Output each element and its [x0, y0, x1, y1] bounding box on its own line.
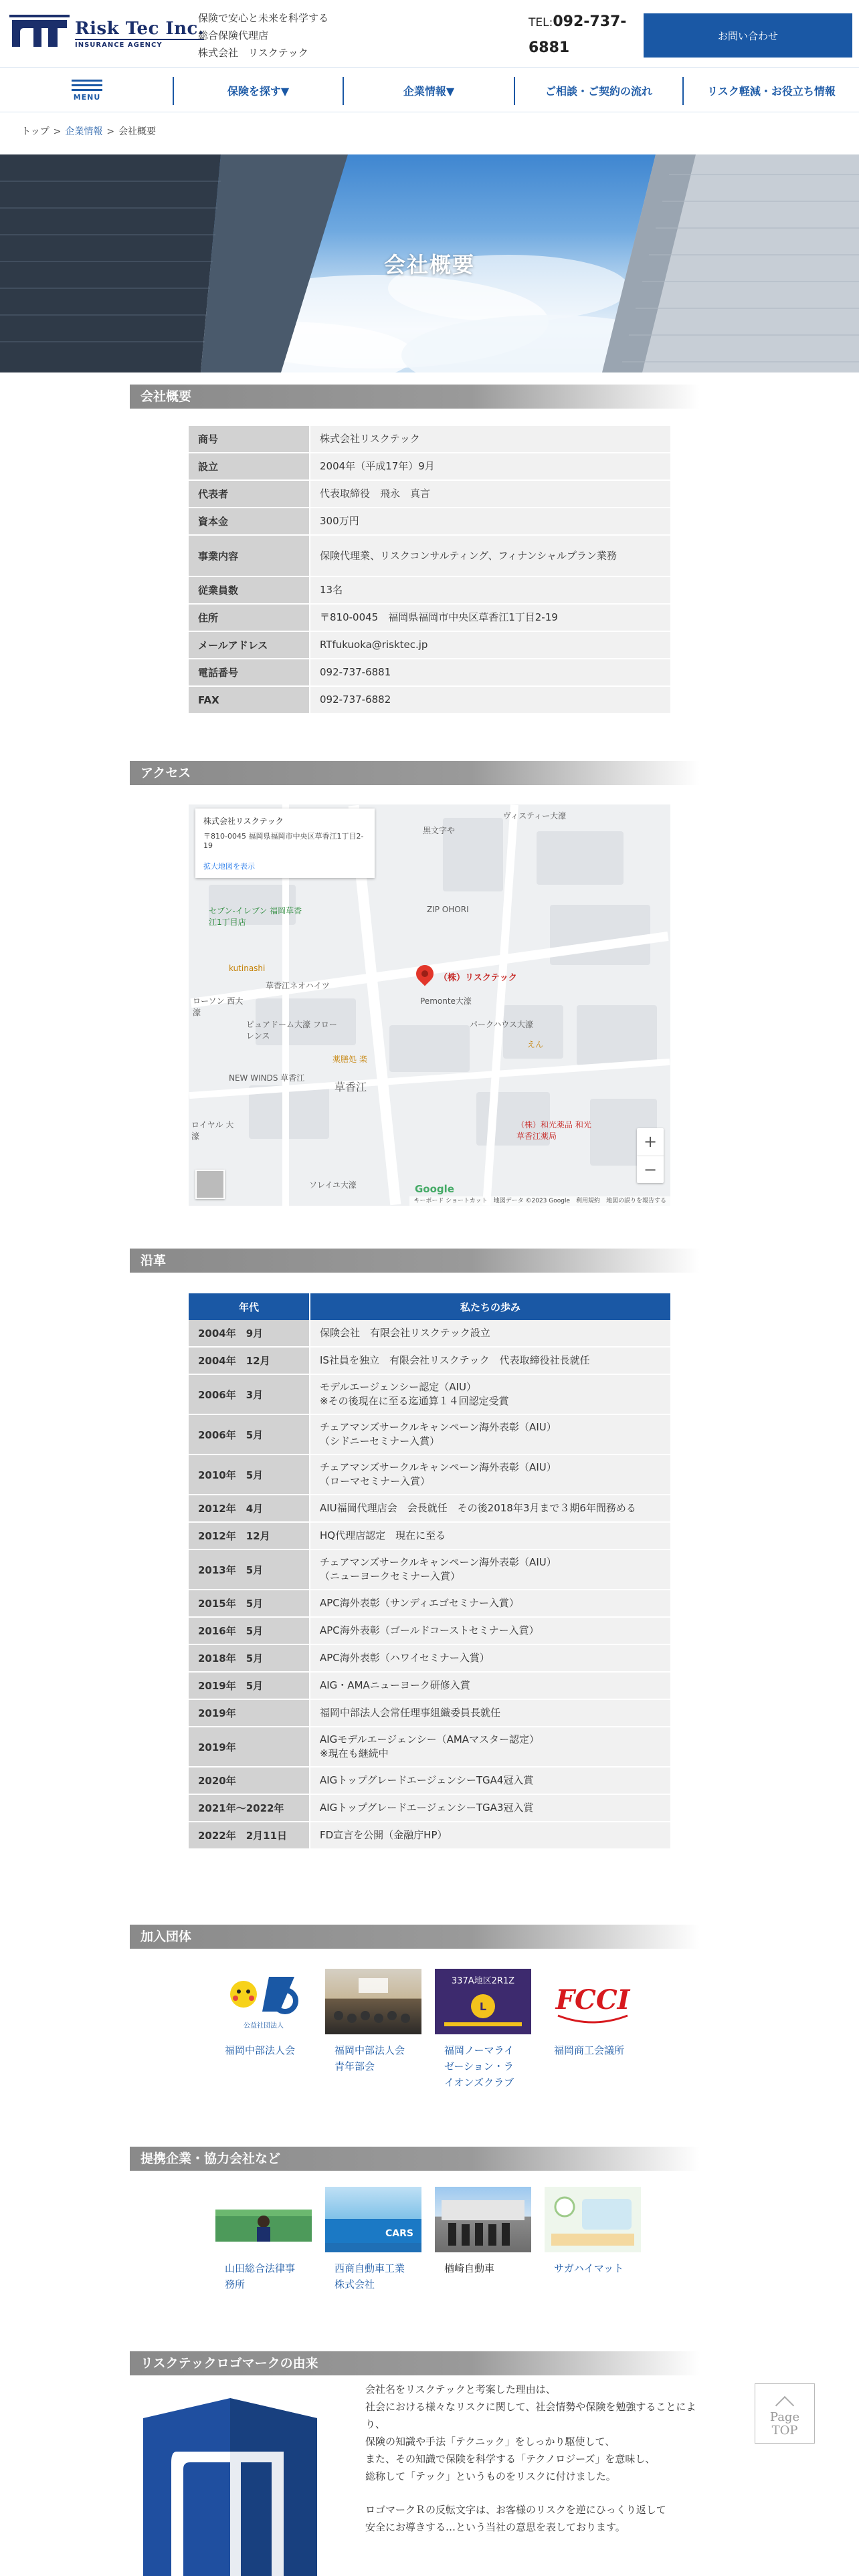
history-year: 2004年 12月	[189, 1348, 309, 1374]
history-description-line: APC海外表彰（ゴールドコーストセミナー入賞）	[320, 1624, 539, 1636]
breadcrumb-current: 会社概要	[118, 126, 157, 137]
table-cell: 代表取締役 飛永 真言	[310, 481, 670, 507]
table-header-cell: 従業員数	[189, 577, 309, 603]
table-row	[189, 1822, 670, 1850]
page-top-button[interactable]	[755, 2383, 815, 2444]
logo-origin-paragraph: ロゴマークＲの反転文字は、お客様のリスクを逆にひっくり返して 安全にお導きする…という当社の意思を表しております。	[365, 2504, 666, 2533]
table-cell: 株式会社リスクテック	[310, 426, 670, 452]
table-row	[189, 1618, 670, 1645]
table-row	[189, 1645, 670, 1673]
rt-logo-icon	[9, 15, 70, 52]
group-logo-text: FCCI	[555, 1984, 630, 2016]
map-block	[577, 1005, 657, 1065]
history-year: 2004年 9月	[189, 1320, 309, 1346]
history-table	[189, 1293, 670, 1850]
map-place-label: 草香江	[335, 1081, 367, 1093]
map-card-address: 〒810-0045 福岡県福岡市中央区草香江1丁目2-19	[203, 832, 364, 850]
history-description-line: 福岡中部法人会常任理事組織委員長就任	[320, 1707, 501, 1719]
table-header-cell: FAX	[189, 687, 309, 713]
rt-big-logo-icon	[130, 2398, 330, 2576]
group-card[interactable]	[215, 1969, 312, 2058]
tagline-line: 保険で安心と未来を科学する	[198, 12, 329, 24]
map-block	[537, 831, 624, 885]
hamburger-icon	[72, 84, 102, 86]
history-year: 2015年 5月	[189, 1590, 309, 1616]
map-place-label: ソレイユ大濠	[309, 1180, 357, 1190]
hamburger-icon	[72, 80, 102, 82]
group-card[interactable]	[325, 1969, 421, 2074]
table-cell: 13名	[310, 577, 670, 603]
contact-button[interactable]: お問い合わせ	[644, 13, 852, 58]
map-place-label: （株）和光薬品 和光草香江薬局	[516, 1120, 591, 1141]
map-place-label: セブン-イレブン 福岡草香江1丁目店	[209, 906, 302, 927]
map-block	[389, 1025, 470, 1072]
history-description	[310, 1700, 670, 1726]
history-description-line: AIU福岡代理店会 会長就任 その後2018年3月まで３期6年間務める	[320, 1502, 636, 1514]
section-heading-overview: 会社概要	[130, 385, 700, 409]
map-place-label: ピュアドーム大濠 フローレンス	[246, 1020, 337, 1041]
history-description	[310, 1618, 670, 1644]
partner-photo-image	[545, 2187, 641, 2252]
overview-table	[189, 426, 670, 714]
section-heading-history: 沿革	[130, 1249, 700, 1273]
breadcrumb	[21, 124, 156, 138]
menu-button[interactable]	[67, 77, 107, 106]
logo-text	[75, 19, 204, 49]
table-row	[189, 1415, 670, 1455]
history-description-line: （ローマセミナー入賞）	[320, 1475, 431, 1487]
partner-photo-image	[435, 2187, 531, 2252]
group-logo-text: 337A地区2R1Z	[451, 1976, 515, 1986]
nav-item-insurance[interactable]: 保険を探す▼	[227, 84, 290, 98]
partner-photo-image	[325, 2187, 421, 2252]
table-cell: 092-737-6882	[310, 687, 670, 713]
history-year: 2021年〜2022年	[189, 1795, 309, 1821]
google-logo: Google	[415, 1183, 454, 1195]
map-card-name: 株式会社リスクテック	[203, 817, 284, 826]
map-place-label: kutinashi	[229, 964, 266, 973]
history-rows	[189, 1320, 670, 1850]
table-row	[189, 481, 670, 508]
history-year: 2019年 5月	[189, 1673, 309, 1699]
pagetop-label: Page	[769, 2410, 800, 2424]
global-nav	[0, 67, 859, 112]
section-heading-logo: リスクテックロゴマークの由来	[130, 2351, 700, 2375]
group-logo-text: 公益社団法人	[244, 2022, 284, 2030]
history-description-line: IS社員を独立 有限会社リスクテック 代表取締役社長就任	[320, 1354, 590, 1366]
section-heading-partners: 提携企業・協力会社など	[130, 2147, 700, 2171]
history-year: 2010年 5月	[189, 1455, 309, 1494]
logo-subtitle: INSURANCE AGENCY	[75, 39, 204, 49]
history-description-line: AIGモデルエージェンシー（AMAマスター認定）	[320, 1733, 540, 1745]
nav-item-company[interactable]: 企業情報▼	[403, 84, 455, 98]
table-cell: 092-737-6881	[310, 659, 670, 685]
group-card[interactable]	[435, 1969, 531, 2090]
table-row	[189, 1727, 670, 1767]
history-description-line: モデルエージェンシー認定（AIU）	[320, 1381, 476, 1393]
map-place-label: パークハウス大濠	[470, 1020, 533, 1029]
history-description	[310, 1348, 670, 1374]
history-year: 2012年 4月	[189, 1495, 309, 1521]
history-table-header	[189, 1293, 670, 1320]
table-row	[189, 1348, 670, 1375]
history-description-line: ※その後現在に至る迄通算１４回認定受賞	[320, 1395, 509, 1407]
history-description-line: チェアマンズサークルキャンペーン海外表彰（AIU）	[320, 1556, 557, 1568]
table-header-cell: 住所	[189, 605, 309, 631]
partner-caption: 楢崎自動車	[444, 2262, 495, 2274]
history-description	[310, 1523, 670, 1549]
history-description-line: APC海外表彰（ハワイセミナー入賞）	[320, 1652, 490, 1664]
table-row	[189, 453, 670, 481]
history-year: 2020年	[189, 1767, 309, 1794]
map-pin-label: （株）リスクテック	[439, 973, 517, 983]
header-year: 年代	[189, 1293, 309, 1320]
group-logo-image	[545, 1969, 641, 2034]
group-caption: 福岡中部法人会 青年部会	[335, 2044, 405, 2072]
google-map[interactable]	[189, 804, 670, 1206]
history-description	[310, 1645, 670, 1671]
breadcrumb-sep: >	[53, 126, 62, 137]
table-row	[189, 536, 670, 577]
history-description-line: HQ代理店認定 現在に至る	[320, 1529, 446, 1541]
map-place-label: NEW WINDS 草香江	[229, 1073, 305, 1083]
table-row	[189, 577, 670, 605]
history-description-line: AIGトップグレードエージェンシーTGA3冠入賞	[320, 1802, 534, 1814]
table-row	[189, 1673, 670, 1700]
map-block	[503, 1005, 563, 1059]
table-header-cell: 設立	[189, 453, 309, 479]
nav-item-risk-info[interactable]: リスク軽減・お役立ち情報	[707, 84, 836, 98]
table-row	[189, 1590, 670, 1618]
tagline-line: 総合保険代理店	[198, 29, 269, 41]
table-row	[189, 1550, 670, 1590]
nav-item-flow[interactable]: ご相談・ご契約の流れ	[545, 84, 652, 98]
partner-caption: 山田総合法律事 務所	[225, 2262, 296, 2290]
history-year: 2006年 5月	[189, 1415, 309, 1454]
site-logo[interactable]	[9, 15, 204, 52]
map-footer[interactable]: キーボード ショートカット 地図データ ©2023 Google 利用規約 地図の誤りを報告する	[409, 1196, 670, 1206]
group-caption: 福岡ノーマライ ゼーション・ラ イオンズクラブ	[444, 2044, 514, 2088]
history-description-line: ※現在も継続中	[320, 1747, 389, 1759]
history-description	[310, 1375, 670, 1414]
map-info-card	[195, 809, 375, 878]
map-place-label: 黒文字や	[423, 826, 456, 835]
map-place-label: ZIP OHORI	[427, 905, 469, 914]
history-year: 2019年	[189, 1700, 309, 1726]
table-row	[189, 1495, 670, 1523]
logo-origin-paragraph: 会社名をリスクテックと考案した理由は、 社会における様々なリスクに関して、社会情勢や保険を勉強することにより、 保険の知識や手法「テクニック」をしっかり駆使して、 また、その知識で保険を科学する「テクノロジーズ」を意味し、 総称して「テック」というものをリスクに付けました。	[365, 2383, 696, 2482]
section-heading-groups: 加入団体	[130, 1925, 700, 1949]
table-cell: 300万円	[310, 508, 670, 534]
history-description-line: 保険会社 有限会社リスクテック設立	[320, 1327, 490, 1339]
history-description-line: AIGトップグレードエージェンシーTGA4冠入賞	[320, 1774, 534, 1786]
map-place-label: Pemonte大濠	[420, 996, 472, 1006]
map-place-label: ローソン 西大濠	[193, 996, 244, 1017]
history-description	[310, 1822, 670, 1848]
table-row	[189, 508, 670, 536]
group-logo-image	[215, 1969, 312, 2034]
map-satellite-toggle[interactable]	[195, 1170, 225, 1199]
history-description	[310, 1495, 670, 1521]
pagetop-label: TOP	[771, 2424, 798, 2438]
history-year: 2019年	[189, 1727, 309, 1766]
history-year: 2012年 12月	[189, 1523, 309, 1549]
header-phone[interactable]	[529, 9, 629, 61]
tagline-line: 株式会社 リスクテック	[198, 47, 308, 59]
logo-origin-text	[365, 2381, 713, 2536]
svg-text:CARS: CARS	[385, 2228, 413, 2239]
table-row	[189, 1523, 670, 1550]
history-description	[310, 1455, 670, 1494]
breadcrumb-parent[interactable]: 企業情報	[65, 126, 103, 137]
logo-name: Risk Tec Inc.	[75, 18, 205, 39]
group-caption: 福岡商工会議所	[554, 2044, 625, 2056]
header-description: 私たちの歩み	[310, 1293, 670, 1320]
table-row	[189, 632, 670, 659]
table-row	[189, 1700, 670, 1727]
partner-photo-image	[215, 2187, 312, 2252]
history-description	[310, 1673, 670, 1699]
table-cell: 2004年（平成17年）9月	[310, 453, 670, 479]
map-place-label: 薬膳処 楽	[332, 1055, 367, 1064]
table-row	[189, 687, 670, 714]
map-place-label: えん	[527, 1040, 544, 1049]
group-caption: 福岡中部法人会	[225, 2044, 296, 2056]
partner-card[interactable]	[215, 2187, 312, 2292]
history-description	[310, 1320, 670, 1346]
history-description	[310, 1767, 670, 1794]
history-year: 2006年 3月	[189, 1375, 309, 1414]
table-row	[189, 605, 670, 632]
history-description	[310, 1727, 670, 1766]
table-row	[189, 1375, 670, 1415]
zoom-out-button[interactable]: −	[637, 1156, 664, 1183]
history-description	[310, 1590, 670, 1616]
page-title: 会社概要	[383, 252, 475, 278]
map-enlarge-link[interactable]: 拡大地図を表示	[203, 862, 255, 871]
menu-label: MENU	[73, 93, 101, 102]
table-row	[189, 1320, 670, 1348]
partner-card[interactable]	[545, 2187, 641, 2276]
table-header-cell: 資本金	[189, 508, 309, 534]
table-header-cell: 事業内容	[189, 536, 309, 576]
table-header-cell: メールアドレス	[189, 632, 309, 658]
history-year: 2013年 5月	[189, 1550, 309, 1589]
map-place-label: ヴィスティー大濠	[503, 811, 567, 821]
map-block	[550, 905, 650, 965]
tel-prefix: TEL:	[529, 16, 553, 29]
map-zoom-control	[637, 1128, 664, 1183]
partner-caption: サガハイマット	[554, 2262, 624, 2274]
history-description-line: APC海外表彰（サンディエゴセミナー入賞）	[320, 1597, 519, 1609]
table-header-cell: 電話番号	[189, 659, 309, 685]
history-description	[310, 1795, 670, 1821]
tel-number: 092-737-6881	[529, 13, 627, 56]
partner-card[interactable]	[325, 2187, 421, 2292]
table-cell[interactable]: RTfukuoka@risktec.jp	[310, 632, 670, 658]
table-cell: 〒810-0045 福岡県福岡市中央区草香江1丁目2-19	[310, 605, 670, 631]
history-year: 2022年 2月11日	[189, 1822, 309, 1848]
group-logo-image	[435, 1969, 531, 2034]
table-header-cell: 商号	[189, 426, 309, 452]
table-row	[189, 1767, 670, 1795]
table-row	[189, 426, 670, 453]
partner-card[interactable]	[435, 2187, 531, 2276]
history-description-line: （ニューヨークセミナー入賞）	[320, 1570, 461, 1582]
table-row	[189, 659, 670, 687]
map-place-label: ロイヤル 大濠	[191, 1120, 234, 1141]
site-header	[0, 0, 859, 67]
group-photo-image	[325, 1969, 421, 2034]
history-description-line: チェアマンズサークルキャンペーン海外表彰（AIU）	[320, 1461, 557, 1473]
history-year: 2018年 5月	[189, 1645, 309, 1671]
table-header-cell: 代表者	[189, 481, 309, 507]
svg-text:L: L	[479, 2000, 487, 2013]
hamburger-icon	[72, 89, 102, 91]
partner-caption: 西商自動車工業 株式会社	[335, 2262, 405, 2290]
breadcrumb-home[interactable]: トップ	[21, 126, 50, 137]
table-row	[189, 1455, 670, 1495]
history-description	[310, 1550, 670, 1589]
history-description-line: （シドニーセミナー入賞）	[320, 1435, 440, 1447]
history-description	[310, 1415, 670, 1454]
history-description-line: AIG・AMAニューヨーク研修入賞	[320, 1679, 470, 1691]
history-description-line: チェアマンズサークルキャンペーン海外表彰（AIU）	[320, 1421, 557, 1433]
history-year: 2016年 5月	[189, 1618, 309, 1644]
zoom-in-button[interactable]: +	[643, 1132, 658, 1151]
history-description-line: FD宣言を公開（金融庁HP）	[320, 1829, 448, 1841]
breadcrumb-sep: >	[106, 126, 115, 137]
table-cell: 保険代理業、リスクコンサルティング、フィナンシャルプラン業務	[310, 536, 670, 576]
table-row	[189, 1795, 670, 1822]
header-tagline	[198, 9, 328, 62]
section-heading-access: アクセス	[130, 761, 700, 785]
hero-banner	[0, 154, 859, 372]
group-card[interactable]	[545, 1969, 641, 2058]
map-place-label: 草香江ネオハイツ	[266, 981, 330, 990]
